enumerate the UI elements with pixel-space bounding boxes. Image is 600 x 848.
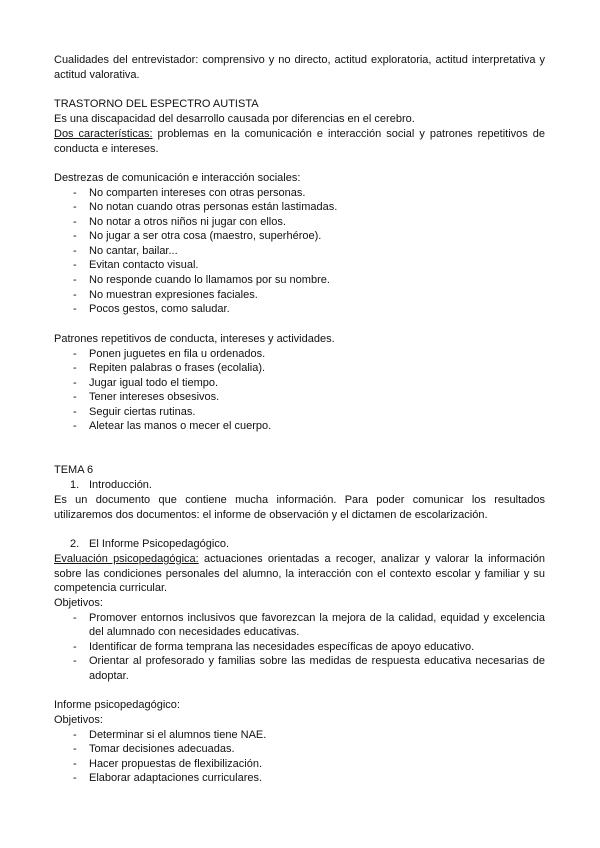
caracteristicas-line-2: conducta e intereses.	[54, 142, 159, 155]
caracteristicas-paragraph	[54, 127, 545, 156]
evaluacion-line-1	[54, 552, 545, 567]
objetivo-line-1: - Promover entornos inclusivos que favorezcan la mejora de la calidad, equidad y excelencia	[89, 611, 545, 624]
item-label: El Informe Psicopedagógico.	[89, 538, 230, 550]
list-item: - Tener intereses obsesivos.	[54, 390, 545, 405]
objetivos-title: Objetivos:	[54, 597, 103, 609]
item-number: 1.	[70, 479, 80, 491]
list-item: - No notar a otros niños ni jugar con ellos.	[54, 215, 545, 230]
intro-line-1: Es un documento que contiene mucha información. Para poder comunicar los resultados	[54, 494, 545, 506]
list-item: - No cantar, bailar...	[54, 244, 545, 259]
informe-title: Informe psicopedagógico:	[54, 699, 180, 711]
evaluacion-paragraph	[54, 552, 545, 596]
intro-line-2: utilizaremos dos documentos: el informe de observación y el dictamen de escolarización.	[54, 508, 488, 521]
autismo-heading: TRASTORNO DEL ESPECTRO AUTISTA	[54, 98, 259, 110]
list-item: - Determinar si el alumnos tiene NAE.	[54, 728, 545, 743]
objetivos-list	[54, 611, 545, 684]
list-item: - No comparten intereses con otras personas.	[54, 186, 545, 201]
list-item: - No responde cuando lo llamamos por su nombre.	[54, 273, 545, 288]
objetivo-line-2: adoptar.	[89, 669, 129, 682]
destrezas-list	[54, 186, 545, 317]
tema6-heading: TEMA 6	[54, 464, 94, 476]
informe-objetivos-title: Objetivos:	[54, 714, 103, 726]
list-item: - No muestran expresiones faciales.	[54, 288, 545, 303]
cualidades-paragraph	[54, 53, 545, 82]
list-item	[54, 640, 545, 655]
caracteristicas-text: problemas en la comunicación e interacción social y patrones repetitivos de	[152, 128, 545, 140]
list-item: - Hacer propuestas de flexibilización.	[54, 757, 545, 772]
patrones-list	[54, 347, 545, 435]
list-item: - Tomar decisiones adecuadas.	[54, 742, 545, 757]
cualidades-line-1: Cualidades del entrevistador: comprensivo y no directo, actitud exploratoria, actitud interpretativa y	[54, 54, 545, 66]
item-number: 2.	[70, 538, 80, 550]
evaluacion-text: actuaciones orientadas a recoger, analizar y valorar la información	[198, 553, 545, 565]
list-item: - Seguir ciertas rutinas.	[54, 405, 545, 420]
caracteristicas-label: Dos características:	[54, 128, 153, 140]
evaluacion-line-2: sobre las condiciones personales del alumno, la interacción con el contexto escolar y familiar y su	[54, 567, 545, 580]
list-item: - Jugar igual todo el tiempo.	[54, 376, 545, 391]
caracteristicas-line-1	[54, 127, 545, 142]
evaluacion-label: Evaluación psicopedagógica:	[54, 553, 199, 565]
informe-objetivos-list	[54, 728, 545, 786]
list-item	[54, 654, 545, 683]
list-item: - Aletear las manos o mecer el cuerpo.	[54, 419, 545, 434]
list-item: - Repiten palabras o frases (ecolalia).	[54, 361, 545, 376]
objetivo-line-1: - Orientar al profesorado y familias sobre las medidas de respuesta educativa necesarias de	[89, 655, 545, 668]
list-item: - Elaborar adaptaciones curriculares.	[54, 771, 545, 786]
list-item: - Pocos gestos, como saludar.	[54, 302, 545, 317]
cualidades-line-2: actitud valorativa.	[54, 68, 140, 81]
destrezas-title: Destrezas de comunicación e interacción sociales:	[54, 172, 301, 184]
list-item: - Evitan contacto visual.	[54, 258, 545, 273]
objetivo-line-1: - Identificar de forma temprana las necesidades específicas de apoyo educativo.	[89, 640, 475, 653]
list-item: - No notan cuando otras personas están lastimadas.	[54, 200, 545, 215]
tema6-item-2	[54, 537, 545, 552]
patrones-title: Patrones repetitivos de conducta, intereses y actividades.	[54, 333, 335, 345]
intro-paragraph	[54, 493, 545, 522]
autismo-definition: Es una discapacidad del desarrollo causada por diferencias en el cerebro.	[54, 113, 415, 125]
list-item: - No jugar a ser otra cosa (maestro, superhéroe).	[54, 229, 545, 244]
evaluacion-line-3: competencia curricular.	[54, 582, 168, 595]
tema6-item-1	[54, 478, 545, 493]
objetivo-line-2: del alumnado con necesidades educativas.	[89, 626, 300, 639]
list-item	[54, 611, 545, 640]
item-label: Introducción.	[89, 479, 152, 491]
list-item: - Ponen juguetes en fila u ordenados.	[54, 347, 545, 362]
